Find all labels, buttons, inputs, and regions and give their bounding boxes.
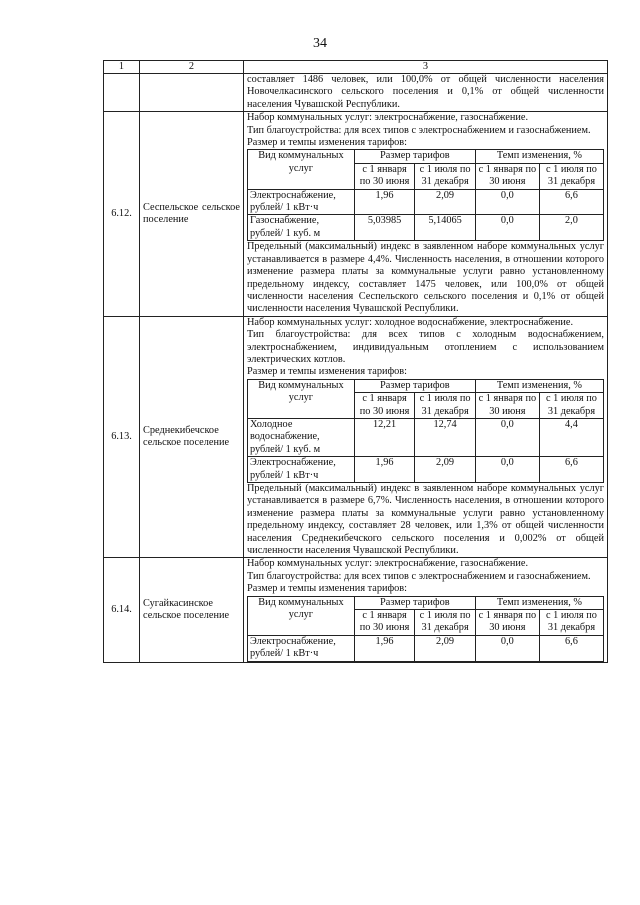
tariff-rate-jan: 0,0 xyxy=(475,457,539,483)
services-set-text: Набор коммунальных услуг: электроснабжение, газоснабжение. xyxy=(247,558,529,570)
max-index-text: Предельный (максимальный) индекс в заявленном наборе коммунальных услуг устанавливается в размере 4,4%. Численность населения, в отношении которого изменение размера платы за коммунальные услуги равно установленному предельному индексу, составляет 1475 человек, или 100,0% от общей численности населения Сеспельского сельского поселения и 0,1% от общей численности населения Чувашской Республики. xyxy=(247,241,604,315)
column-header-2: 2 xyxy=(140,61,244,74)
tariff-header-service: Вид коммунальных услуг xyxy=(248,379,355,418)
tariff-size-jan: 1,96 xyxy=(354,635,415,661)
column-header-3: 3 xyxy=(244,61,608,74)
tariff-header-size-jan: с 1 января по 30 июня xyxy=(354,163,415,189)
tariff-rate-jul: 2,0 xyxy=(539,215,603,241)
tariff-service: Электроснабжение, рублей/ 1 кВт·ч xyxy=(248,635,355,661)
tariff-size-jul: 12,74 xyxy=(415,418,476,456)
tariff-header-service: Вид коммунальных услуг xyxy=(248,596,355,635)
amenity-type-text: Тип благоустройства: для всех типов с холодным водоснабжением, электроснабжением, индивидуальным отоплением с использованием электрических котлов. xyxy=(247,329,604,365)
tariff-header-size-jul: с 1 июля по 31 декабря xyxy=(415,393,476,419)
tariff-header-rate: Темп изменения, % xyxy=(475,150,603,163)
tariff-size-jan: 1,96 xyxy=(354,457,415,483)
tariff-service: Газоснабжение, рублей/ 1 куб. м xyxy=(248,215,355,241)
tariff-rate-jul: 4,4 xyxy=(539,418,603,456)
tariff-header-size: Размер тарифов xyxy=(354,379,475,392)
amenity-type-text: Тип благоустройства: для всех типов с электроснабжением и газоснабжением. xyxy=(247,124,591,136)
tariff-rate-jan: 0,0 xyxy=(475,418,539,456)
settlement-row xyxy=(104,112,608,317)
section-content xyxy=(244,316,608,558)
tariff-service: Холодное водоснабжение, рублей/ 1 куб. м xyxy=(248,418,355,456)
tariff-size-jul: 2,09 xyxy=(415,635,476,661)
tariff-rate-jan: 0,0 xyxy=(475,635,539,661)
settlements-table xyxy=(103,60,608,663)
tariff-service: Электроснабжение, рублей/ 1 кВт·ч xyxy=(248,189,355,215)
tariff-header-rate-jul: с 1 июля по 31 декабря xyxy=(539,163,603,189)
tariff-header-rate: Темп изменения, % xyxy=(475,596,603,609)
section-content xyxy=(244,112,608,317)
section-number: 6.13. xyxy=(104,316,140,558)
section-number: 6.14. xyxy=(104,558,140,662)
tariff-header-rate-jul: с 1 июля по 31 декабря xyxy=(539,393,603,419)
tariff-row xyxy=(248,418,604,456)
tariff-header-size-jul: с 1 июля по 31 декабря xyxy=(415,610,476,636)
tariff-header-rate-jan: с 1 января по 30 июня xyxy=(475,163,539,189)
tariff-table xyxy=(247,149,604,241)
settlement-row xyxy=(104,558,608,662)
tariff-header-size-jan: с 1 января по 30 июня xyxy=(354,610,415,636)
tariff-row xyxy=(248,635,604,661)
continuation-row xyxy=(104,74,608,112)
tariff-size-jul: 5,14065 xyxy=(415,215,476,241)
tariff-header-size: Размер тарифов xyxy=(354,596,475,609)
tariff-header-size-jul: с 1 июля по 31 декабря xyxy=(415,163,476,189)
tariff-header-size-jan: с 1 января по 30 июня xyxy=(354,393,415,419)
tariffs-label: Размер и темпы изменения тарифов: xyxy=(247,583,408,595)
tariff-row xyxy=(248,457,604,483)
table-header-row xyxy=(104,61,608,74)
tariff-row xyxy=(248,215,604,241)
tariff-size-jul: 2,09 xyxy=(415,189,476,215)
tariff-table xyxy=(247,379,604,483)
tariff-size-jan: 5,03985 xyxy=(354,215,415,241)
max-index-text: Предельный (максимальный) индекс в заявленном наборе коммунальных услуг устанавливается в размере 6,7%. Численность населения, в отношении которого изменение размера платы за коммунальные услуги равно установленному предельному индексу, составляет 28 человек, или 1,3% от общей численности населения Среднекибечского сельского поселения и 0,002% от общей численности населения Чувашской Республики. xyxy=(247,483,604,557)
tariff-service: Электроснабжение, рублей/ 1 кВт·ч xyxy=(248,457,355,483)
settlement-name: Среднекибечское сельское поселение xyxy=(140,316,244,558)
tariff-size-jul: 2,09 xyxy=(415,457,476,483)
tariff-rate-jul: 6,6 xyxy=(539,189,603,215)
tariff-size-jan: 12,21 xyxy=(354,418,415,456)
tariff-table xyxy=(247,596,604,662)
tariff-header-size: Размер тарифов xyxy=(354,150,475,163)
page-number: 34 xyxy=(313,36,327,51)
tariff-rate-jul: 6,6 xyxy=(539,635,603,661)
tariff-header-rate-jan: с 1 января по 30 июня xyxy=(475,610,539,636)
amenity-type-text: Тип благоустройства: для всех типов с электроснабжением и газоснабжением. xyxy=(247,570,591,582)
section-number: 6.12. xyxy=(104,112,140,317)
tariff-header-row xyxy=(248,379,604,392)
settlement-name: Сугайкасинское сельское поселение xyxy=(140,558,244,662)
tariff-row xyxy=(248,189,604,215)
tariff-header-service: Вид коммунальных услуг xyxy=(248,150,355,189)
services-set-text: Набор коммунальных услуг: электроснабжение, газоснабжение. xyxy=(247,112,529,124)
column-header-1: 1 xyxy=(104,61,140,74)
tariff-rate-jul: 6,6 xyxy=(539,457,603,483)
tariff-header-rate: Темп изменения, % xyxy=(475,379,603,392)
tariff-rate-jan: 0,0 xyxy=(475,215,539,241)
tariffs-label: Размер и темпы изменения тарифов: xyxy=(247,366,408,378)
tariff-header-rate-jul: с 1 июля по 31 декабря xyxy=(539,610,603,636)
tariff-header-row xyxy=(248,150,604,163)
tariff-size-jan: 1,96 xyxy=(354,189,415,215)
services-set-text: Набор коммунальных услуг: холодное водоснабжение, электроснабжение. xyxy=(247,316,574,328)
tariff-rate-jan: 0,0 xyxy=(475,189,539,215)
continuation-text: составляет 1486 человек, или 100,0% от общей численности населения Новочелкасинского сельского поселения и 0,1% от общей численности населения Чувашской Республики. xyxy=(244,74,608,112)
tariff-header-row xyxy=(248,596,604,609)
settlement-name: Сеспельское сельское поселение xyxy=(140,112,244,317)
tariffs-label: Размер и темпы изменения тарифов: xyxy=(247,137,408,149)
section-content xyxy=(244,558,608,662)
tariff-header-rate-jan: с 1 января по 30 июня xyxy=(475,393,539,419)
settlement-row xyxy=(104,316,608,558)
